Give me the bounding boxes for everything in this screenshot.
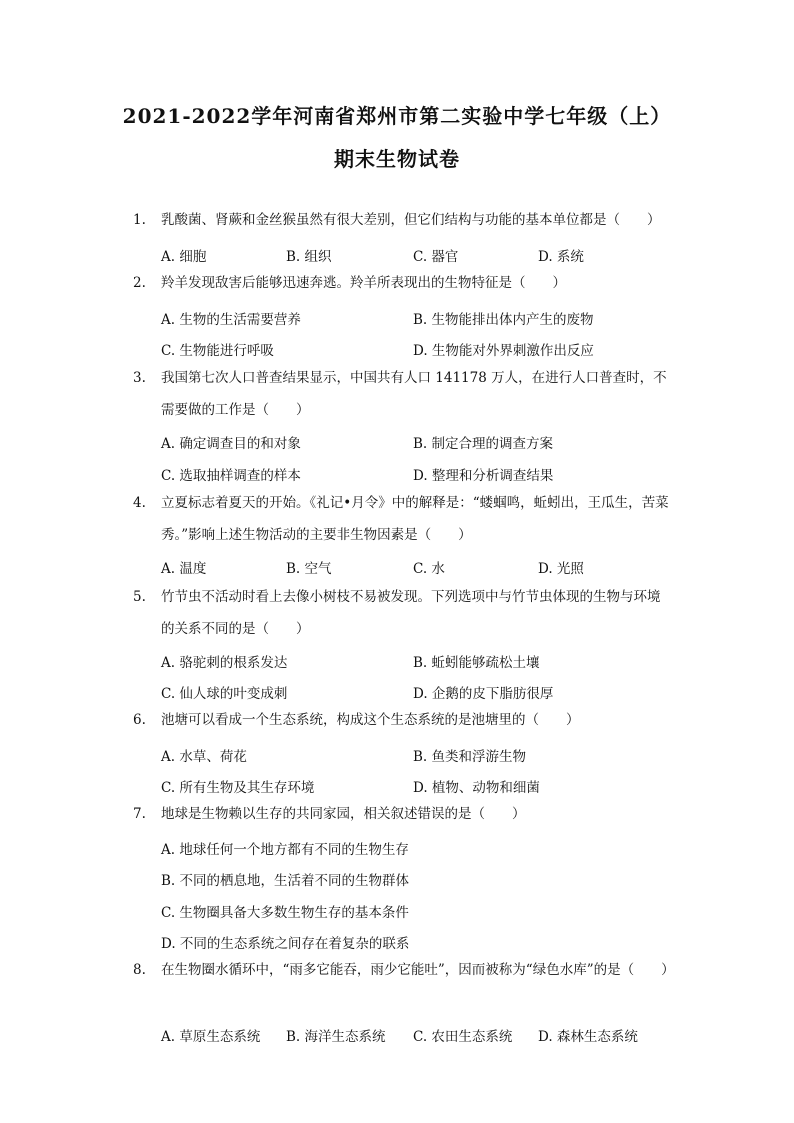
option-c[interactable]: C. 器官 xyxy=(413,249,459,265)
question-5 xyxy=(133,582,673,645)
option-b[interactable]: B. 海洋生态系统 xyxy=(286,1029,386,1045)
option-a[interactable]: A. 生物的生活需要营养 xyxy=(161,312,301,328)
question-2 xyxy=(133,268,673,300)
option-d[interactable]: D. 光照 xyxy=(538,561,584,577)
option-d[interactable]: D. 森林生态系统 xyxy=(538,1029,638,1045)
question-stem: 竹节虫不活动时看上去像小树枝不易被发现。下列选项中与竹节虫体现的生物与环境的关系不同的是（ ） xyxy=(161,589,661,637)
question-stem: 池塘可以看成一个生态系统，构成这个生态系统的是池塘里的（ ） xyxy=(161,712,580,728)
option-d[interactable]: D. 整理和分析调查结果 xyxy=(413,468,554,484)
option-d[interactable]: D. 企鹅的皮下脂肪很厚 xyxy=(413,686,554,702)
question-3 xyxy=(133,363,673,426)
option-a[interactable]: A. 骆驼刺的根系发达 xyxy=(161,655,288,671)
option-c[interactable]: C. 生物能进行呼吸 xyxy=(161,343,274,359)
option-b[interactable]: B. 不同的栖息地，生活着不同的生物群体 xyxy=(161,873,410,889)
question-stem: 我国第七次人口普查结果显示，中国共有人口 141178 万人，在进行人口普查时，不需要做的工作是（ ） xyxy=(161,370,667,418)
question-number: 1. xyxy=(133,212,146,228)
option-a[interactable]: A. 地球任何一个地方都有不同的生物生存 xyxy=(161,842,409,858)
option-d[interactable]: D. 系统 xyxy=(538,249,584,265)
option-d[interactable]: D. 生物能对外界刺激作出反应 xyxy=(413,343,594,359)
option-c[interactable]: C. 农田生态系统 xyxy=(413,1029,513,1045)
question-number: 6. xyxy=(133,712,146,728)
option-a[interactable]: A. 温度 xyxy=(161,561,207,577)
question-number: 4. xyxy=(133,495,146,511)
option-b[interactable]: B. 组织 xyxy=(286,249,332,265)
question-stem: 立夏标志着夏天的开始。《礼记•月令》中的解释是：“蝼蝈鸣，蚯蚓出，王瓜生，苦菜秀。”影响上述生物活动的主要非生物因素是（ ） xyxy=(161,495,669,543)
option-a[interactable]: A. 草原生态系统 xyxy=(161,1029,261,1045)
option-b[interactable]: B. 蚯蚓能够疏松土壤 xyxy=(413,655,540,671)
question-number: 8. xyxy=(133,962,146,978)
page-title-line2: 期末生物试卷 xyxy=(334,147,460,171)
option-c[interactable]: C. 所有生物及其生存环境 xyxy=(161,780,315,796)
question-7 xyxy=(133,799,673,831)
option-b[interactable]: B. 制定合理的调查方案 xyxy=(413,436,554,452)
question-number: 7. xyxy=(133,806,146,822)
option-c[interactable]: C. 仙人球的叶变成刺 xyxy=(161,686,288,702)
question-number: 5. xyxy=(133,589,146,605)
option-a[interactable]: A. 确定调查目的和对象 xyxy=(161,436,301,452)
option-a[interactable]: A. 水草、荷花 xyxy=(161,749,247,765)
question-stem: 地球是生物赖以生存的共同家园，相关叙述错误的是（ ） xyxy=(161,806,526,822)
question-number: 2. xyxy=(133,275,146,291)
option-c[interactable]: C. 生物圈具备大多数生物生存的基本条件 xyxy=(161,905,409,921)
question-number: 3. xyxy=(133,370,146,386)
question-8 xyxy=(133,955,673,987)
page-title-line1: 2021-2022学年河南省郑州市第二实验中学七年级（上） xyxy=(122,104,672,128)
option-c[interactable]: C. 选取抽样调查的样本 xyxy=(161,468,301,484)
question-stem: 羚羊发现敌害后能够迅速奔逃。羚羊所表现出的生物特征是（ ） xyxy=(161,275,566,291)
option-b[interactable]: B. 空气 xyxy=(286,561,332,577)
option-a[interactable]: A. 细胞 xyxy=(161,249,207,265)
option-c[interactable]: C. 水 xyxy=(413,561,445,577)
question-6 xyxy=(133,705,673,737)
option-d[interactable]: D. 植物、动物和细菌 xyxy=(413,780,540,796)
option-d[interactable]: D. 不同的生态系统之间存在着复杂的联系 xyxy=(161,936,410,952)
question-stem: 在生物圈水循环中，“雨多它能吞，雨少它能吐”，因而被称为“绿色水库”的是（ ） xyxy=(161,962,675,978)
option-b[interactable]: B. 鱼类和浮游生物 xyxy=(413,749,527,765)
question-stem: 乳酸菌、肾蕨和金丝猴虽然有很大差别，但它们结构与功能的基本单位都是（ ） xyxy=(161,212,661,228)
question-1 xyxy=(133,205,673,237)
option-b[interactable]: B. 生物能排出体内产生的废物 xyxy=(413,312,594,328)
question-4 xyxy=(133,488,673,551)
